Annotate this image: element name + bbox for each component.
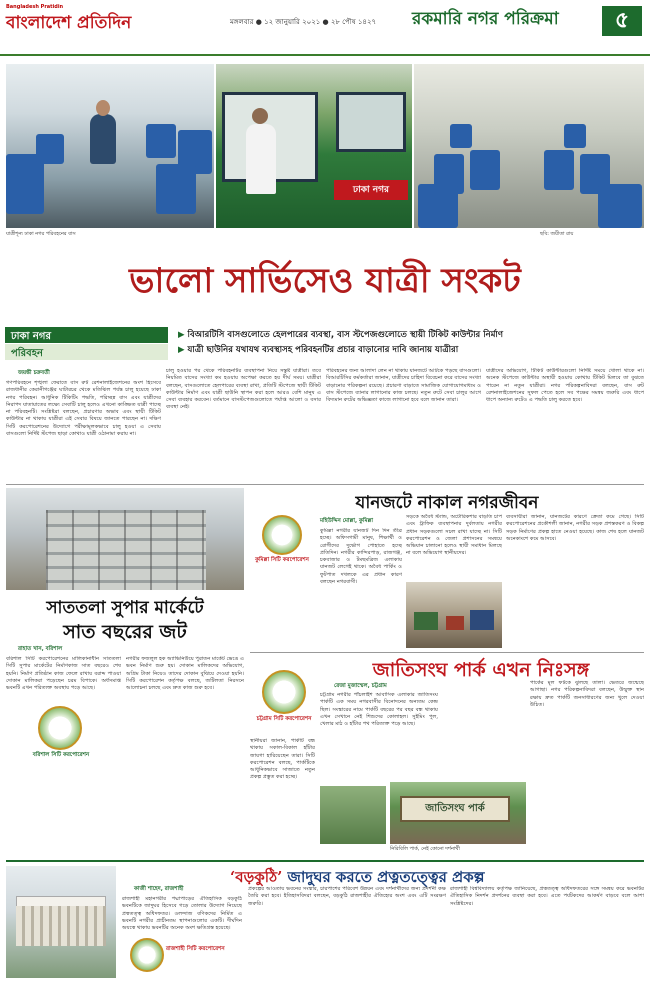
market-text-2: নগরীর ফজলুল হক অ্যাভিনিউয়ে পুরাতন মার্কেট ভেঙে এ ভবন নির্মাণ শুরু হয়। দোকান মালিকদের অভিযোগ, অগ্রিম টাকা নিয়েও তাদের দোকান বুঝিয়ে দেওয়া হয়নি। সিটি করপোরেশন কর্তৃপক্ষ বলছে, জটিলতা নিরসনে আলোচনা চলছে এবং দ্রুত কাজ শুরু হবে। xyxy=(126,656,244,692)
divider xyxy=(6,860,644,862)
divider xyxy=(250,652,644,653)
cumilla-seal-icon xyxy=(262,515,302,555)
chattogram-seal-icon xyxy=(262,670,306,714)
main-byline: জয়ন্তী চক্রবর্তী xyxy=(18,370,50,376)
cumilla-seal-label: কুমিল্লা সিটি করপোরেশন xyxy=(255,557,309,563)
chattogram-seal-label: চট্টগ্রাম সিটি করপোরেশন xyxy=(256,716,312,722)
photo-market-building xyxy=(6,488,244,590)
jam-byline: মহিউদ্দিন মোল্লা, কুমিল্লা xyxy=(320,518,374,524)
story-tag-line2: পরিবহন xyxy=(5,344,168,360)
story-tag-line1: ঢাকা নগর xyxy=(5,327,168,343)
park-caption: নিরিবিলি পার্ক, নেই কোনো দর্শনার্থী xyxy=(390,846,460,852)
museum-headline-quoted: ‘বড়কুঠি’ xyxy=(230,868,283,886)
logo-english: Bangladesh Pratidin xyxy=(6,4,64,10)
page-number: ৫ xyxy=(602,6,642,36)
market-headline-line1: সাততলা সুপার মার্কেটে xyxy=(46,598,204,618)
deck-item: ▶ যাত্রী ছাউনির যথাযথ ব্যবস্থাসহ পরিবহনটির প্রচার বাড়ানোর দাবি জানায় যাত্রীরা xyxy=(178,345,459,355)
museum-headline-rest: জাদুঘর করতে প্রত্নতত্ত্বের প্রকল্প xyxy=(287,868,485,886)
photo-park-sign xyxy=(390,782,526,844)
divider xyxy=(6,484,644,485)
market-text-1: বরিশাল সিটি করপোরেশনের মালিকানাধীন সাততলা সিটি সুপার মার্কেটের নির্মাণকাজ সাত বছরেও শেষ হয়নি। নির্মাণ প্রতিষ্ঠান কাজ ফেলে রাখায় বরাদ্দ পাওয়া দোকান মালিকরা পড়েছেন চরম বিপাকে। অর্ধসমাপ্ত ভবনটি এখন পরিত্যক্ত অবস্থায় পড়ে আছে। xyxy=(6,656,121,692)
photo-bus-interior xyxy=(6,64,214,228)
barishal-seal-icon xyxy=(38,706,82,750)
story-deck xyxy=(178,328,644,358)
museum-text-2: প্রকল্পের আওতায় ভবনের সংস্কার, চারপাশের পরিবেশ উন্নয়ন এবং দর্শনার্থীদের জন্য প্রদর্শনী কক্ষ তৈরি করা হবে। ইতিহাসবিদরা বলছেন, বড়কুঠি রাজশাহীর ঐতিহ্যের অংশ এবং এটি সংরক্ষণ জরুরি। xyxy=(248,886,446,907)
main-col-3: পরিবহনের জন্য আলাদা লেন না থাকায় যানজটে আটকে পড়ছে বাসগুলো। বিআরটিসির কর্মকর্তারা জানান, যাত্রীদের চাহিদা বিবেচনা করে বাসের সংখ্যা বাড়ানোর পরিকল্পনা রয়েছে। প্রচারণা বাড়াতে সামাজিক যোগাযোগমাধ্যম ও বাস স্টপেজে ব্যানার লাগানোর কাজ চলছে। নতুন রুটে সেবা চালুর আগে বিদ্যমান রুটের অভিজ্ঞতা কাজে লাগানো হবে বলে জানান তারা। xyxy=(326,368,481,404)
arrow-icon: ▶ xyxy=(178,345,185,355)
museum-byline: কাজী শাহেদ, রাজশাহী xyxy=(134,886,184,892)
park-headline: জাতিসংঘ পার্ক এখন নিঃসঙ্গ xyxy=(372,659,590,681)
barishal-seal-label: বরিশাল সিটি করপোরেশন xyxy=(32,752,90,758)
photo-bus-seats xyxy=(414,64,644,228)
main-col-4: যাত্রীদের অভিযোগ, টিকিট কাউন্টারগুলো নির্দিষ্ট সময়ে খোলা থাকে না। অনেক স্টপেজে কাউন্টার অস্থায়ী হওয়ায় কোথায় টিকিট মিলবে তা বুঝতে পারেন না নতুন যাত্রীরা। নগর পরিকল্পনাবিদরা বলছেন, বাস রুট রেশনালাইজেশনের সুফল পেতে হলে সব পক্ষের সমন্বয় জরুরি এবং ধাপে ধাপে অন্যান্য রুটেও এ পদ্ধতি চালু করতে হবে। xyxy=(486,368,644,404)
jam-text-1: কুমিল্লা নগরীর যানজট দিন দিন তীব্র হচ্ছে। অফিসগামী মানুষ, শিক্ষার্থী ও রোগীদের দুর্ভোগ পোহাতে হচ্ছে প্রতিদিন। নগরীর কান্দিরপাড়, রাজগঞ্জ, চকবাজার ও টমছমব্রিজ এলাকায় যানজট লেগেই থাকে। অবৈধ পার্কিং ও ফুটপাত দখলকে এর প্রধান কারণ বলছেন নগরবাসী। xyxy=(320,528,402,586)
main-col-1: গণপরিবহনে শৃঙ্খলা ফেরাতে বাস রুট রেশনালাইজেশনের অংশ হিসেবে রাজধানীর কেরানীগঞ্জের ঘাটারচর থেকে মতিঝিল পর্যন্ত চালু হয়েছে ঢাকা নগর পরিবহন। আধুনিক টিকিটিং পদ্ধতি, পরিচ্ছন্ন বাস এবং যাত্রীদের নিরাপদ যাতায়াতের লক্ষ্যে সেবাটি চালু হলেও এখনো কাঙ্ক্ষিত যাত্রী পাচ্ছে না পরিবহনটি। সংশ্লিষ্টরা বলছেন, প্রচারণার অভাব এবং স্থায়ী টিকিট কাউন্টার না থাকায় যাত্রীরা এই সেবার বিষয়ে জানতে পারছেন না। দক্ষিণ সিটি করপোরেশনের উদ্যোগে পরীক্ষামূলকভাবে চালু হওয়া এ সেবায় বাসগুলো নির্দিষ্ট স্টপেজ ছাড়া কোথাও যাত্রী ওঠানামা করায় না। xyxy=(6,380,161,438)
main-headline: ভালো সার্ভিসেও যাত্রী সংকট xyxy=(129,261,521,301)
museum-text-1: রাজশাহী মহানগরীর পদ্মাপাড়ের ঐতিহাসিক বড়কুঠি ভবনটিকে জাদুঘর হিসেবে গড়ে তোলার উদ্যোগ নিয়েছে প্রত্নতত্ত্ব অধিদফতর। ওলন্দাজ বণিকদের নির্মিত এ ভবনটি নগরীর প্রাচীনতম স্থাপনাগুলোর একটি। দীর্ঘদিন অযত্নে থাকায় ভবনটির অনেক অংশ ক্ষতিগ্রস্ত হয়েছে। xyxy=(122,896,242,932)
park-sign: জাতিসংঘ পার্ক xyxy=(400,796,510,822)
rajshahi-seal-label: রাজশাহী সিটি করপোরেশন xyxy=(166,946,225,952)
photo-traffic-jam xyxy=(406,582,502,648)
jam-text-3: ব্যবসায়ীরা জানান, যানজটের কারণে ক্রেতা কমে গেছে। সিটি করপোরেশনের প্রকৌশলী জানান, নগরীর সড়ক প্রশস্তকরণ ও বিকল্প সড়ক নির্মাণের প্রকল্প হাতে নেওয়া হয়েছে। কাজ শেষ হলে যানজট অনেকাংশে কমে আসবে। xyxy=(506,514,644,542)
park-photo-area xyxy=(320,786,386,844)
section-title: রকমারি নগর পরিক্রমা xyxy=(412,9,559,29)
main-col-2: চালু হওয়ার পর থেকে পরিবহনটির ব্যবস্থাপনা নিয়ে সন্তুষ্ট যাত্রীরা। তবে নিয়মিত বাসের সংখ্যা কম হওয়ায় অপেক্ষা করতে হয় দীর্ঘ সময়। যাত্রীরা বলছেন, বাসগুলোতে হেলপারের ব্যবস্থা রাখা, প্রতিটি স্টপেজে স্থায়ী টিকিট কাউন্টার নির্মাণ এবং যাত্রী ছাউনি স্থাপন করা হলে আরও বেশি মানুষ এ সেবা ব্যবহার করবেন। বর্তমানে বাসস্টপেজগুলোতে পর্যাপ্ত আলো ও বসার ব্যবস্থা নেই। xyxy=(166,368,321,411)
jam-headline: যানজটে নাকাল নগরজীবন xyxy=(355,493,539,513)
photo-museum-building xyxy=(6,866,116,978)
rajshahi-seal-icon xyxy=(130,938,164,972)
museum-text-3: রাজশাহী বিশ্ববিদ্যালয় কর্তৃপক্ষ জানিয়েছে, প্রত্নতত্ত্ব অধিদফতরের সঙ্গে সমন্বয় করে ভবনটির ঐতিহাসিক নিদর্শন প্রদর্শনের ব্যবস্থা করা হবে। এতে পর্যটকদের আকর্ষণ বাড়বে বলে আশা সংশ্লিষ্টদের। xyxy=(450,886,644,907)
market-byline: রাহাত খান, বরিশাল xyxy=(18,646,63,652)
photo-bus-exterior xyxy=(216,64,412,228)
photo-caption: যাত্রীশূন্য ঢাকা নগর পরিবহনের বাস xyxy=(6,231,76,237)
newspaper-logo: বাংলাদেশ প্রতিদিন xyxy=(6,13,132,33)
arrow-icon: ▶ xyxy=(178,330,185,340)
bus-label: ঢাকা নগর xyxy=(334,180,408,200)
deck-item: ▶ বিআরটিসি বাসগুলোতে হেলপারের ব্যবস্থা, বাস স্টপেজগুলোতে স্থায়ী টিকিট কাউন্টার নির্মাণ xyxy=(178,330,504,340)
park-text-1: চট্টগ্রাম নগরীর পাঁচলাইশ আবাসিক এলাকার জাতিসংঘ পার্কটি এক সময় নগরবাসীর বিনোদনের অন্যতম কেন্দ্র ছিল। সংস্কারের নামে পার্কটি বছরের পর বছর বন্ধ থাকায় এখন সেখানে নেই শিশুদের কোলাহল। সুইমিং পুল, খেলার মাঠ ও হাঁটার পথ পরিত্যক্ত পড়ে আছে। xyxy=(320,692,438,728)
photo-credit: ছবি: জয়ীতা রায় xyxy=(540,231,574,237)
park-byline: রেজা মুজাম্মেল, চট্টগ্রাম xyxy=(334,683,387,689)
market-headline-line2: সাত বছরের জট xyxy=(63,621,187,643)
park-text-3: পার্কের মূল ফটকে ঝুলছে তালা। ভেতরে জন্মেছে আগাছা। নগর পরিকল্পনাবিদরা বলছেন, উন্মুক্ত স্থান রক্ষায় দ্রুত পার্কটি জনসাধারণের জন্য খুলে দেওয়া উচিত। xyxy=(530,680,644,708)
jam-text-2: সড়কে অবৈধ স্ট্যান্ড, অটোরিকশার বাড়তি চাপ এবং ট্রাফিক ব্যবস্থাপনার দুর্বলতায় নগরীর প্রধান সড়কগুলো সচল রাখা যাচ্ছে না। সিটি করপোরেশন ও জেলা প্রশাসনের সমন্বয়ে অভিযান চালানো হলেও স্থায়ী সমাধান মিলছে না বলে অভিযোগ স্থানীয়দের। xyxy=(406,514,502,557)
dateline: মঙ্গলবার ● ১২ জানুয়ারি ২০২১ ● ২৮ পৌষ ১৪২৭ xyxy=(230,18,377,26)
park-text-2: স্থানীয়রা জানান, পার্কটি বন্ধ থাকায় সকাল-বিকাল হাঁটার জায়গা হারিয়েছেন তারা। সিটি করপোরেশন বলছে, পার্কটিকে আধুনিকভাবে সাজাতে নতুন প্রকল্প প্রস্তুত করা হচ্ছে। xyxy=(250,738,315,781)
